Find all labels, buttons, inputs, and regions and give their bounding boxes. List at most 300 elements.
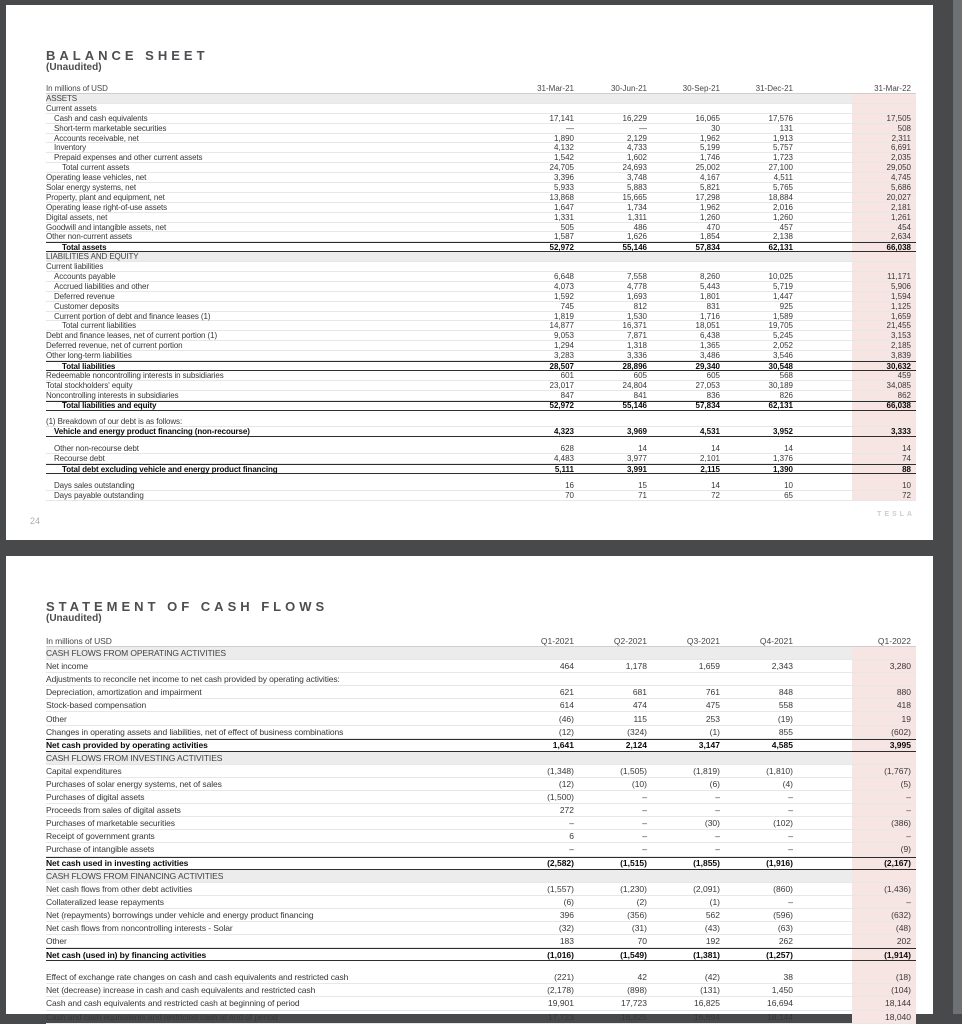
cell-value: 568: [779, 370, 793, 380]
row-label: Stock-based compensation: [46, 700, 147, 711]
table-row: [46, 302, 916, 312]
cell-value: [852, 752, 916, 764]
cell-value: (1,810): [766, 765, 793, 776]
column-header: 30-Jun-21: [610, 84, 647, 93]
cell-value: (1,381): [693, 949, 720, 960]
row-label: Effect of exchange rate changes on cash and cash equivalents and restricted cash: [46, 972, 349, 983]
cell-value: 486: [633, 222, 647, 232]
row-label: Net cash used in investing activities: [46, 858, 189, 869]
cell-value: 19,705: [768, 321, 793, 331]
cell-value: 24,693: [622, 163, 647, 173]
cell-value: (1,557): [547, 883, 574, 894]
cell-value: (18): [852, 971, 916, 983]
cell-value: 23,017: [549, 380, 574, 390]
cell-value: 3,969: [626, 427, 647, 437]
cell-value: 1,125: [852, 302, 916, 311]
cell-value: 72: [852, 491, 916, 500]
row-label: Depreciation, amortization and impairment: [46, 687, 202, 698]
page-number: 24: [30, 516, 41, 526]
table-row: [46, 381, 916, 391]
table-row: [46, 331, 916, 341]
cell-value: 7,871: [626, 331, 647, 341]
cell-value: –: [788, 896, 793, 907]
row-label: Noncontrolling interests in subsidiaries: [46, 390, 179, 400]
table-row: [46, 272, 916, 282]
cell-value: 55,146: [622, 242, 647, 252]
row-label: Current assets: [46, 103, 97, 113]
cell-value: 1,659: [852, 312, 916, 321]
row-label: Cash and cash equivalents: [54, 113, 148, 123]
table-row: [46, 232, 916, 242]
cell-value: 2,311: [852, 134, 916, 143]
table-row: [46, 997, 916, 1010]
table-row: [46, 647, 916, 660]
cell-value: 1,723: [772, 153, 793, 163]
cell-value: 28,896: [622, 361, 647, 371]
row-label: Net cash provided by operating activities: [46, 740, 208, 751]
cell-value: 55,146: [622, 401, 647, 411]
cell-value: 1,801: [699, 291, 720, 301]
cell-value: 15,665: [622, 192, 647, 202]
cell-value: (2,178): [547, 985, 574, 996]
cell-value: (102): [773, 818, 793, 829]
cell-value: 28,507: [549, 361, 574, 371]
cell-value: 70: [637, 936, 647, 947]
cell-value: 3,977: [626, 454, 647, 464]
row-label: Solar energy systems, net: [46, 182, 136, 192]
cell-value: 21,455: [852, 321, 916, 330]
row-label: Other non-current assets: [46, 232, 133, 242]
cell-value: –: [642, 805, 647, 816]
cell-value: (9): [852, 843, 916, 855]
table-row: [46, 104, 916, 114]
table-row: [46, 686, 916, 699]
table-row: [46, 870, 916, 883]
table-row: [46, 909, 916, 922]
cell-value: (602): [852, 726, 916, 738]
cell-value: 855: [778, 726, 793, 737]
row-label: Redeemable noncontrolling interests in subsidiaries: [46, 370, 224, 380]
cell-value: 17,505: [852, 114, 916, 123]
cell-value: 681: [632, 687, 647, 698]
cell-value: 17,723: [548, 1011, 574, 1022]
cell-value: 71: [638, 490, 647, 500]
row-label: CASH FLOWS FROM OPERATING ACTIVITIES: [46, 648, 226, 659]
table-row: [46, 778, 916, 791]
row-label: Other: [46, 713, 67, 724]
table-row: [46, 971, 916, 984]
cell-value: 1,294: [553, 341, 574, 351]
balance-sheet-table: [46, 94, 916, 501]
cell-value: 2,016: [772, 202, 793, 212]
table-row: [46, 411, 916, 418]
cell-value: 4,745: [852, 173, 916, 182]
cell-value: 3,748: [626, 173, 647, 183]
cell-value: 1,260: [699, 212, 720, 222]
row-label: Net cash flows from noncontrolling interests - Solar: [46, 923, 233, 934]
row-label: Property, plant and equipment, net: [46, 192, 165, 202]
cell-value: –: [788, 831, 793, 842]
cell-value: 621: [559, 687, 574, 698]
cell-value: 3,546: [772, 351, 793, 361]
cell-value: 202: [852, 935, 916, 947]
cell-value: (1,767): [852, 765, 916, 777]
table-row: [46, 391, 916, 401]
cell-value: 30,189: [768, 380, 793, 390]
cell-value: 25,002: [695, 163, 720, 173]
row-label: Purchases of solar energy systems, net of sales: [46, 778, 222, 789]
table-row: [46, 351, 916, 361]
cell-value: (4): [782, 778, 793, 789]
table-row: [46, 464, 916, 474]
column-header: 30-Sep-21: [682, 84, 720, 93]
cell-value: (1,914): [852, 949, 916, 960]
cell-value: 27,100: [768, 163, 793, 173]
cell-value: 1,913: [772, 133, 793, 143]
cell-value: 1,331: [553, 212, 574, 222]
cell-value: 24,705: [549, 163, 574, 173]
cell-value: 508: [852, 124, 916, 133]
cell-value: 475: [705, 700, 720, 711]
row-label: Net cash (used in) by financing activities: [46, 949, 207, 960]
cell-value: (6): [709, 778, 720, 789]
cell-value: 2,101: [699, 454, 720, 464]
cell-value: (2,091): [693, 883, 720, 894]
table-row: [46, 437, 916, 444]
cell-value: 3,991: [626, 464, 647, 474]
cell-value: 17,141: [549, 113, 574, 123]
cell-value: 42: [637, 972, 647, 983]
cell-value: 4,323: [553, 427, 574, 437]
cell-value: 16,825: [694, 998, 720, 1009]
cell-value: (1,855): [693, 858, 720, 869]
cell-value: 1,659: [698, 661, 720, 672]
cell-value: 3,280: [852, 660, 916, 672]
cell-value: [852, 961, 916, 971]
scrollbar[interactable]: [953, 0, 962, 1014]
cell-value: 18,144: [852, 997, 916, 1009]
cell-value: 836: [706, 390, 720, 400]
row-label: CASH FLOWS FROM INVESTING ACTIVITIES: [46, 752, 223, 763]
cell-value: (6): [563, 896, 574, 907]
table-row: [46, 935, 916, 948]
cell-value: 1,819: [553, 311, 574, 321]
cell-value: 2,124: [625, 740, 647, 751]
cell-value: 474: [632, 700, 647, 711]
cell-value: 831: [706, 301, 720, 311]
row-label: Proceeds from sales of digital assets: [46, 805, 181, 816]
cell-value: –: [852, 896, 916, 908]
cell-value: 16,371: [622, 321, 647, 331]
row-label: Net (repayments) borrowings under vehicle and energy product financing: [46, 909, 314, 920]
row-label: Deferred revenue: [54, 291, 115, 301]
table-row: [46, 961, 916, 971]
cell-value: 5,111: [554, 464, 574, 474]
cell-value: 6,691: [852, 143, 916, 152]
cell-value: 454: [852, 223, 916, 232]
row-label: Accounts receivable, net: [54, 133, 139, 143]
cell-value: 1,693: [626, 291, 647, 301]
cell-value: 17,298: [695, 192, 720, 202]
cell-value: (1,515): [620, 858, 647, 869]
cell-value: 18,051: [695, 321, 720, 331]
row-label: Accounts payable: [54, 271, 116, 281]
cell-value: 848: [778, 687, 793, 698]
cell-value: 1,734: [626, 202, 647, 212]
cell-value: 16: [565, 480, 574, 490]
cell-value: –: [569, 844, 574, 855]
cell-value: 13,868: [549, 192, 574, 202]
cell-value: 10: [852, 481, 916, 490]
cell-value: 2,138: [772, 232, 793, 242]
row-label: (1) Breakdown of our debt is as follows:: [46, 417, 183, 427]
column-header: 31-Mar-22: [874, 84, 911, 93]
cell-value: 14: [852, 444, 916, 453]
cell-value: 6,438: [699, 331, 720, 341]
cell-value: 17,723: [621, 998, 647, 1009]
table-row: [46, 804, 916, 817]
cell-value: (63): [777, 923, 793, 934]
cell-value: –: [642, 831, 647, 842]
table-row: [46, 739, 916, 752]
cell-value: 1,376: [772, 454, 793, 464]
cell-value: 6,648: [553, 271, 574, 281]
row-label: Current portion of debt and finance leases (1): [54, 311, 211, 321]
row-label: Purchase of intangible assets: [46, 844, 155, 855]
cell-value: [852, 437, 916, 444]
cell-value: (1,230): [620, 883, 647, 894]
row-label: ASSETS: [46, 93, 77, 103]
cell-value: 5,765: [772, 182, 793, 192]
cell-value: 1,626: [626, 232, 647, 242]
table-row: [46, 843, 916, 856]
table-row: [46, 922, 916, 935]
cell-value: 57,834: [695, 401, 720, 411]
page-title: BALANCE SHEET: [46, 48, 209, 63]
cell-value: (104): [852, 984, 916, 996]
row-label: Total stockholders' equity: [46, 380, 133, 390]
cell-value: 5,199: [699, 143, 720, 153]
cell-value: 1,261: [852, 213, 916, 222]
cell-value: 34,085: [852, 381, 916, 390]
tesla-logo: TESLA: [877, 511, 915, 518]
cell-value: (596): [773, 909, 793, 920]
table-row: [46, 193, 916, 203]
cell-value: 847: [560, 390, 574, 400]
table-row: [46, 673, 916, 686]
cell-value: 24,804: [622, 380, 647, 390]
cell-value: (46): [558, 713, 574, 724]
cell-value: 11,171: [852, 272, 916, 281]
cell-value: 66,038: [852, 402, 916, 410]
table-row: [46, 361, 916, 371]
cell-value: 3,283: [553, 351, 574, 361]
cell-value: 17,576: [768, 113, 793, 123]
cell-value: (1,500): [547, 792, 574, 803]
cell-value: 1,260: [772, 212, 793, 222]
row-label: Net cash flows from other debt activities: [46, 883, 193, 894]
cell-value: (2): [636, 896, 647, 907]
table-row: [46, 282, 916, 292]
row-label: Purchases of digital assets: [46, 792, 145, 803]
cell-value: –: [852, 791, 916, 803]
cell-value: (1): [709, 726, 720, 737]
cell-value: 14: [784, 444, 793, 454]
cell-value: 3,336: [626, 351, 647, 361]
cell-value: 88: [852, 465, 916, 473]
row-label: Other: [46, 936, 67, 947]
cell-value: 3,995: [852, 740, 916, 751]
cell-value: (31): [631, 923, 647, 934]
cell-value: 4,483: [553, 454, 574, 464]
table-row: [46, 223, 916, 233]
cell-value: 14: [638, 444, 647, 454]
cell-value: 3,147: [698, 740, 720, 751]
cell-value: 5,719: [772, 281, 793, 291]
cell-value: 192: [705, 936, 720, 947]
unit-label: In millions of USD: [46, 636, 112, 646]
cell-value: (2,167): [852, 858, 916, 869]
cell-value: –: [642, 792, 647, 803]
cell-value: 1,365: [699, 341, 720, 351]
table-row: [46, 401, 916, 411]
table-row: [46, 791, 916, 804]
cell-value: 1,542: [553, 153, 574, 163]
cell-value: (19): [777, 713, 793, 724]
cell-value: 5,883: [626, 182, 647, 192]
cell-value: 2,115: [700, 464, 720, 474]
cell-value: 66,038: [852, 243, 916, 251]
cell-value: –: [715, 792, 720, 803]
cell-value: (12): [558, 778, 574, 789]
cell-value: (1,016): [547, 949, 574, 960]
row-label: Recourse debt: [54, 454, 105, 464]
cell-value: 2,343: [771, 661, 793, 672]
table-header: [46, 81, 916, 94]
cell-value: 5,245: [772, 331, 793, 341]
cell-value: [852, 252, 916, 261]
row-label: Cash and cash equivalents and restricted cash at end of period: [46, 1011, 278, 1022]
cell-value: –: [569, 818, 574, 829]
cell-value: 1,594: [852, 292, 916, 301]
table-row: [46, 444, 916, 454]
table-row: [46, 163, 916, 173]
cell-value: 1,450: [771, 985, 793, 996]
row-label: Operating lease vehicles, net: [46, 173, 147, 183]
row-label: Net income: [46, 661, 88, 672]
cell-value: 1,716: [699, 311, 720, 321]
cell-value: —: [639, 123, 647, 133]
cell-value: 15: [638, 480, 647, 490]
row-label: Total debt excluding vehicle and energy product financing: [62, 464, 278, 474]
cell-value: 1,854: [699, 232, 720, 242]
table-row: [46, 817, 916, 830]
cell-value: 470: [706, 222, 720, 232]
row-label: Capital expenditures: [46, 765, 122, 776]
cell-value: 4,733: [626, 143, 647, 153]
cell-value: –: [788, 792, 793, 803]
cell-value: (1,505): [620, 765, 647, 776]
column-header: Q4-2021: [759, 636, 793, 646]
cell-value: 1,390: [772, 464, 793, 474]
cell-value: 4,073: [553, 281, 574, 291]
cell-value: (2,582): [547, 858, 574, 869]
cell-value: 4,132: [553, 143, 574, 153]
cell-value: 4,531: [699, 427, 720, 437]
row-label: Current liabilities: [46, 262, 104, 272]
cell-value: 16,229: [622, 113, 647, 123]
cell-value: (43): [704, 923, 720, 934]
cell-value: (1): [709, 896, 720, 907]
cell-value: 3,839: [852, 351, 916, 360]
row-label: Net (decrease) increase in cash and cash equivalents and restricted cash: [46, 985, 316, 996]
table-row: [46, 474, 916, 481]
cell-value: 65: [784, 490, 793, 500]
cell-value: 1,318: [626, 341, 647, 351]
cell-value: 5,757: [772, 143, 793, 153]
row-label: Days payable outstanding: [54, 490, 144, 500]
cell-value: 115: [633, 713, 647, 724]
cell-value: (356): [627, 909, 647, 920]
cell-value: 57,834: [695, 242, 720, 252]
cell-value: 7,558: [626, 271, 647, 281]
table-row: [46, 883, 916, 896]
cell-value: –: [788, 805, 793, 816]
cell-value: 505: [560, 222, 574, 232]
cell-value: 5,906: [852, 282, 916, 291]
cell-value: 459: [852, 371, 916, 380]
cell-value: [852, 94, 916, 103]
cell-value: [852, 418, 916, 427]
cell-value: 1,962: [699, 133, 720, 143]
cell-value: 1,890: [553, 133, 574, 143]
column-header: Q2-2021: [613, 636, 647, 646]
cell-value: (898): [627, 985, 647, 996]
table-row: [46, 712, 916, 725]
cell-value: (1,257): [766, 949, 793, 960]
cell-value: 1,311: [627, 212, 647, 222]
cell-value: 614: [559, 700, 574, 711]
row-label: Customer deposits: [54, 301, 119, 311]
cell-value: 2,181: [852, 203, 916, 212]
row-label: Changes in operating assets and liabilities, net of effect of business combinations: [46, 726, 344, 737]
cell-value: 10: [784, 480, 793, 490]
cell-value: [852, 262, 916, 271]
table-row: [46, 752, 916, 765]
cell-value: 3,952: [772, 427, 793, 437]
cell-value: (42): [704, 972, 720, 983]
cell-value: –: [642, 844, 647, 855]
cell-value: [852, 673, 916, 685]
cell-value: 70: [565, 490, 574, 500]
cell-value: 29,340: [695, 361, 720, 371]
cash-flow-table: [46, 647, 916, 1024]
row-label: Deferred revenue, net of current portion: [46, 341, 183, 351]
table-row: [46, 341, 916, 351]
cash-flow-page: [6, 556, 933, 1022]
cell-value: 628: [560, 444, 574, 454]
cell-value: 812: [633, 301, 647, 311]
cell-value: 880: [852, 686, 916, 698]
table-row: [46, 830, 916, 843]
row-label: Cash and cash equivalents and restricted cash at beginning of period: [46, 998, 300, 1009]
table-row: [46, 183, 916, 193]
row-label: Inventory: [54, 143, 87, 153]
cell-value: (1,819): [693, 765, 720, 776]
table-row: [46, 454, 916, 464]
table-row: [46, 124, 916, 134]
cell-value: —: [566, 123, 574, 133]
